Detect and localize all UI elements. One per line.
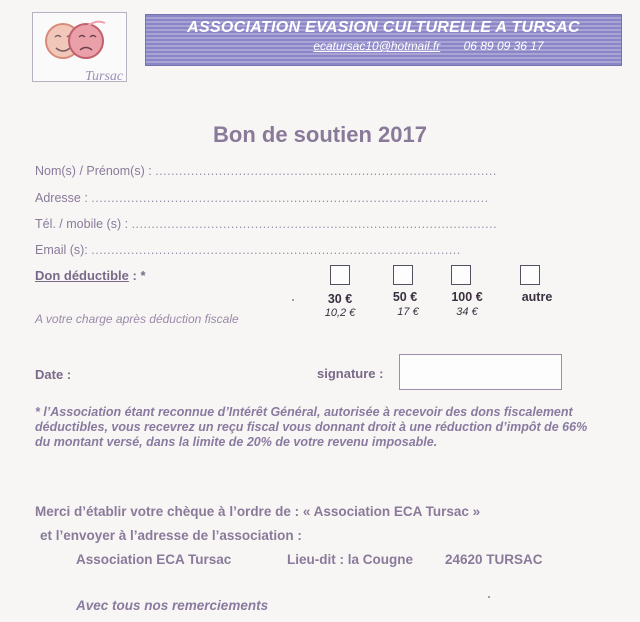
after-deduction-100: 34 €	[456, 306, 478, 318]
after-deduction-30: 10,2 €	[324, 307, 356, 319]
signature-box[interactable]	[399, 354, 562, 390]
masks-logo-icon	[37, 17, 123, 69]
donation-label	[35, 268, 146, 283]
email-field[interactable]	[35, 243, 461, 257]
address-postal: 24620 TURSAC	[445, 552, 543, 567]
date-label: Date :	[35, 367, 72, 382]
amount-30: 30 €	[327, 292, 353, 306]
donation-other-checkbox[interactable]	[520, 265, 540, 285]
phone-number: 06 89 09 36 17	[463, 39, 544, 53]
amount-50: 50 €	[392, 290, 418, 304]
address-name: Association ECA Tursac	[76, 552, 232, 567]
tax-note: * l’Association étant reconnue d’Intérêt Général, autorisée à recevoir des dons fiscalement déductibles, vous recevrez un reçu fiscal vous donnant droit à une réduction d’impôt de 66% du montant versé, dans la limite de 20% de votre revenu imposable.	[35, 405, 588, 449]
name-dots: ......................................................................................	[155, 164, 497, 178]
phone-dots: ............................................................................................	[131, 217, 498, 231]
amount-100: 100 €	[451, 290, 483, 304]
donation-50-checkbox[interactable]	[393, 265, 413, 285]
header-banner	[145, 14, 622, 66]
phone-label: Tél. / mobile (s) :	[35, 217, 129, 231]
donation-label-text: Don déductible	[35, 268, 129, 283]
signature-label: signature :	[317, 366, 384, 381]
scan-speck	[292, 299, 294, 301]
page-title: Bon de soutien 2017	[213, 122, 427, 147]
name-label: Nom(s) / Prénom(s) :	[35, 164, 152, 178]
donation-label-suffix: : *	[128, 268, 146, 283]
logo-caption: Tursac	[85, 69, 124, 84]
donation-30-checkbox[interactable]	[330, 265, 350, 285]
charge-after-deduction-label: A votre charge après déduction fiscale	[35, 312, 239, 326]
address-place: Lieu-dit : la Cougne	[287, 552, 413, 567]
address-label: Adresse :	[35, 191, 88, 205]
address-dots: ....................................................................................................	[91, 191, 489, 205]
address-field[interactable]	[35, 191, 489, 205]
association-name: ASSOCIATION EVASION CULTURELLE A TURSAC	[187, 19, 580, 36]
email-dots: .............................................................................................	[91, 243, 461, 257]
phone-field[interactable]	[35, 217, 497, 231]
after-deduction-50: 17 €	[397, 306, 419, 318]
donation-100-checkbox[interactable]	[451, 265, 471, 285]
contact-line	[236, 39, 621, 53]
send-instruction: et l’envoyer à l’adresse de l’association :	[40, 528, 302, 543]
thanks-line: Avec tous nos remerciements	[76, 598, 269, 613]
email-link[interactable]: ecatursac10@hotmail.fr	[313, 39, 441, 53]
cheque-instruction: Merci d’établir votre chèque à l’ordre de : « Association ECA Tursac »	[35, 504, 481, 519]
amount-other: autre	[521, 290, 553, 304]
association-logo	[32, 12, 127, 82]
email-label: Email (s):	[35, 243, 88, 257]
scan-speck	[488, 596, 490, 598]
name-field[interactable]	[35, 164, 497, 178]
